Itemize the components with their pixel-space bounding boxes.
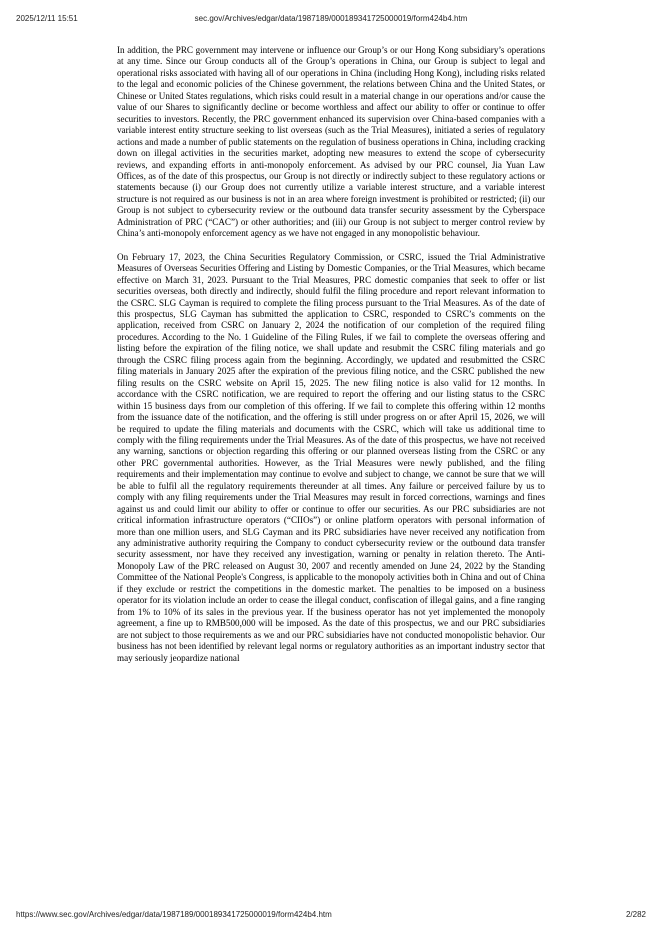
print-footer-url[interactable]: https://www.sec.gov/Archives/edgar/data/1987189/000189341725000019/form424b4.htm (16, 910, 332, 919)
paragraph-prc-intervention: In addition, the PRC government may intervene or influence our Group’s or our Hong Kong subsidiary’s operations at any time. Since our Group conducts all of the Group’s operations in China, our Group is subject to legal and operational risks associated with having all of our operations in China (including Hong Kong), including risks related to the legal and economic policies of the Chinese government, the relations between China and the United States, or Chinese or United States regulations, which risks could result in a material change in our operations and/or cause the value of our Shares to significantly decline or become worthless and affect our ability to offer or continue to offer securities to investors. Recently, the PRC government enhanced its supervision over China-based companies with a variable interest entity structure seeking to list overseas (such as the Trial Measures), initiated a series of regulatory actions and made a number of public statements on the regulation of business operations in China, including cracking down on illegal activities in the securities market, adopting new measures to extend the scope of cybersecurity reviews, and expanding efforts in anti-monopoly enforcement. As advised by our PRC counsel, Jia Yuan Law Offices, as of the date of this prospectus, our Group is not directly or indirectly subject to these regulatory actions or statements because (i) our Group does not currently utilize a variable interest structure, and a variable interest structure is not required as our business is not in an area where foreign investment is prohibited or restricted; (ii) our Group is not subject to cybersecurity review or the outbound data transfer security assessment by the Cyberspace Administration of PRC (“CAC”) or other authorities; and (iii) our Group is not subject to merger control review by China’s anti-monopoly enforcement agency as we have not engaged in any monopolistic behaviour. (117, 45, 545, 239)
print-timestamp: 2025/12/11 15:51 (16, 14, 78, 23)
print-header-url: sec.gov/Archives/edgar/data/1987189/000189341725000019/form424b4.htm (194, 14, 468, 23)
paragraph-csrc-trial-measures: On February 17, 2023, the China Securities Regulatory Commission, or CSRC, issued the Trial Administrative Measures of Overseas Securities Offering and Listing by Domestic Companies, or the Trial Measures, which became effective on March 31, 2023. Pursuant to the Trial Measures, PRC domestic companies that seek to offer or list securities overseas, both directly and indirectly, should fulfil the filing procedure and report relevant information to the CSRC. SLG Cayman is required to complete the filing process pursuant to the Trial Measures. As of the date of this prospectus, SLG Cayman has submitted the application to CSRC, responded to CSRC’s comments on the application, received from CSRC on January 2, 2024 the notification of our completion of the required filing procedures. According to the No. 1 Guideline of the Filing Rules, if we fail to complete the overseas offering and listing before the expiration of the filing notice, we shall update and resubmit the CSRC filing materials and go through the CSRC filing process again from the beginning. Accordingly, we updated and resubmitted the CSRC filing materials in January 2025 after the expiration of the previous filing notice, and the CSRC published the new filing results on the CSRC website on April 15, 2025. The new filing notice is also valid for 12 months. In accordance with the CSRC notification, we are required to report the offering and our listing status to the CSRC within 15 business days from our completion of this offering. If we fail to complete this offering within 12 months from the issuance date of the notification, and the offering is still under progress on or after April 15, 2026, we will be required to update the filing materials and documents with the CSRC, which will take us additional time to comply with the filing requirements under the Trial Measures. As of the date of this prospectus, we have not received any warning, sanctions or objection regarding this offering or our planned overseas listing from the CSRC or any other PRC governmental authorities. However, as the Trial Measures were newly published, and the filing requirements and their implementation may continue to evolve and subject to change, we cannot be sure that we will be able to fulfil all the regulatory requirements thereunder at all times. Any failure or perceived failure by us to comply with any filing requirements under the Trial Measures may result in forced corrections, warnings and fines against us and could limit our ability to offer or continue to offer our securities. As our PRC subsidiaries are not critical information infrastructure operators (“CIIOs”) or online platform operators with personal information of more than one million users, and SLG Cayman and its PRC subsidiaries have never received any notification from any administrative authority requiring the Company to conduct cybersecurity review or the outbound data transfer security assessment, nor have they received any investigation, warning or penalty in relation thereto. The Anti-Monopoly Law of the PRC released on August 30, 2007 and recently amended on June 24, 2022 by the Standing Committee of the National People's Congress, is applicable to the monopoly activities both in China and out of China if they exclude or restrict the competitions in the domestic market. The penalties to be imposed on a business operator for its violation include an order to cease the illegal conduct, confiscation of illegal gains, and a fine ranging from 1% to 10% of its sales in the previous year. If the business operator has not yet implemented the monopoly agreement, a fine up to RMB500,000 will be imposed. As the date of this prospectus, we and our PRC subsidiaries are not subject to those requirements as we and our PRC subsidiaries have not conducted monopolistic behavior. Our business has not been identified by relevant legal norms or regulatory authorities as an important industry sector that may seriously jeopardize national (117, 251, 545, 663)
document-body (117, 45, 545, 676)
page-number: 2/282 (625, 910, 646, 919)
